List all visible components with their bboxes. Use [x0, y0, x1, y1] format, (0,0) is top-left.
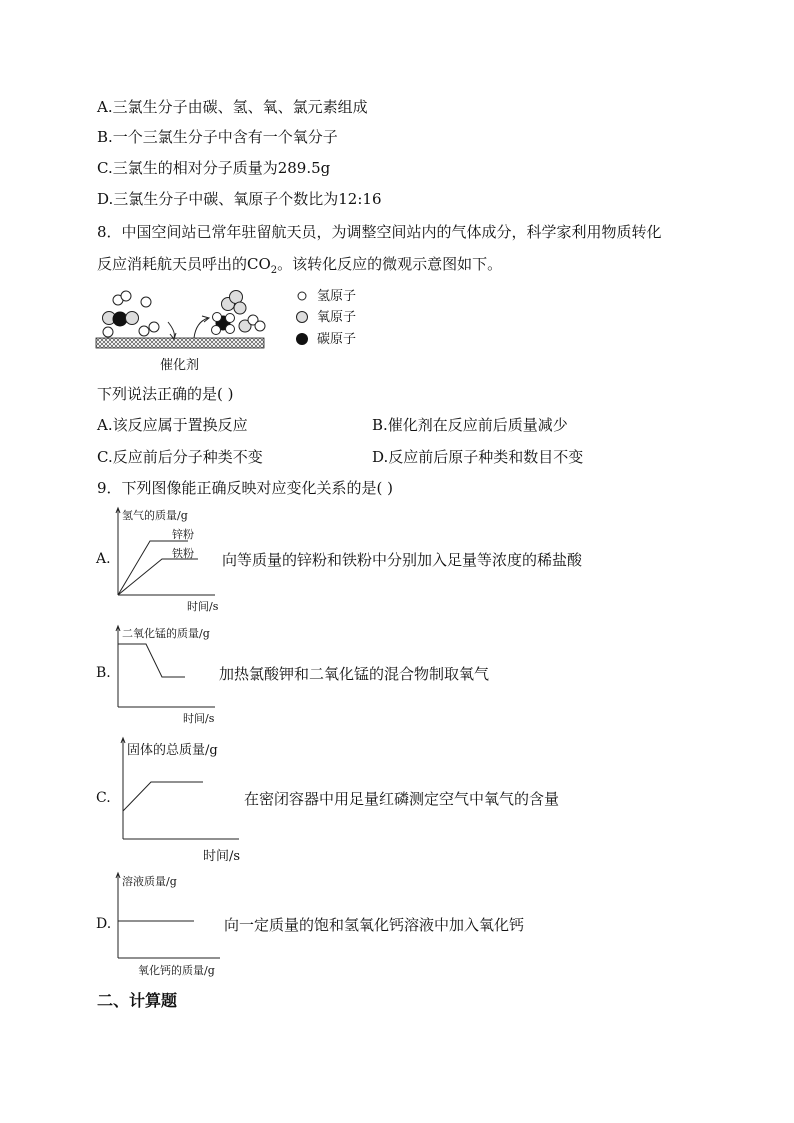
graph-c-ylabel: 固体的总质量/g — [127, 743, 218, 758]
graph-c-description: 在密闭容器中用足量红磷测定空气中氧气的含量 — [244, 790, 560, 808]
q8-option-a: A.该反应属于置换反应 — [97, 416, 248, 434]
q8-stem-line1: 8．中国空间站已常年驻留航天员，为调整空间站内的气体成分，科学家利用物质转化 — [97, 223, 662, 241]
graph-c-letter: C. — [96, 790, 111, 806]
legend-oxygen-icon — [296, 311, 308, 323]
q8-prompt: 下列说法正确的是( ) — [97, 385, 234, 403]
legend-carbon-icon — [296, 333, 308, 345]
section-2-title: 二、计算题 — [97, 991, 178, 1010]
graph-a-ylabel: 氢气的质量/g — [122, 509, 188, 522]
legend-carbon: 碳原子 — [317, 332, 357, 347]
catalyst-label: 催化剂 — [160, 358, 200, 373]
graph-a-curve-iron: 铁粉 — [172, 547, 194, 560]
legend-hydrogen-icon — [297, 291, 307, 301]
graph-a-curve-zinc: 锌粉 — [172, 528, 194, 541]
legend-oxygen: 氧原子 — [317, 310, 357, 325]
graph-a-letter: A. — [96, 551, 111, 567]
q8-option-d: D.反应前后原子种类和数目不变 — [372, 448, 584, 466]
graph-c-xlabel: 时间/s — [203, 849, 241, 864]
graph-d-xlabel: 氧化钙的质量/g — [138, 964, 215, 977]
graph-b-description: 加热氯酸钾和二氧化锰的混合物制取氧气 — [219, 665, 490, 683]
q7-option-d: D.三氯生分子中碳、氧原子个数比为12:16 — [97, 190, 382, 208]
q8-stem-line2: 反应消耗航天员呼出的$CO_2$。该转化反应的微观示意图如下。 — [97, 255, 503, 276]
graph-a-description: 向等质量的锌粉和铁粉中分别加入足量等浓度的稀盐酸 — [222, 551, 583, 569]
q7-option-c: C.三氯生的相对分子质量为289.5g — [97, 159, 331, 177]
graph-b-xlabel: 时间/s — [183, 712, 215, 725]
catalyst-surface — [96, 338, 264, 348]
q7-option-a: A.三氯生分子由碳、氢、氧、氯元素组成 — [97, 98, 368, 116]
q8-option-c: C.反应前后分子种类不变 — [97, 448, 263, 466]
q7-option-b: B.一个三氯生分子中含有一个氧分子 — [97, 128, 338, 146]
q8-option-b: B.催化剂在反应前后质量减少 — [372, 416, 568, 434]
graph-d-letter: D. — [96, 916, 112, 932]
reaction-diagram — [96, 286, 266, 354]
q9-stem: 9．下列图像能正确反映对应变化关系的是( ) — [97, 479, 394, 497]
graph-b-ylabel: 二氧化锰的质量/g — [122, 627, 210, 640]
graph-b-letter: B. — [96, 665, 111, 681]
graph-d-ylabel: 溶液质量/g — [122, 875, 177, 888]
legend-hydrogen: 氢原子 — [317, 289, 357, 304]
graph-d-description: 向一定质量的饱和氢氧化钙溶液中加入氧化钙 — [224, 916, 525, 934]
graph-a-xlabel: 时间/s — [187, 600, 219, 613]
